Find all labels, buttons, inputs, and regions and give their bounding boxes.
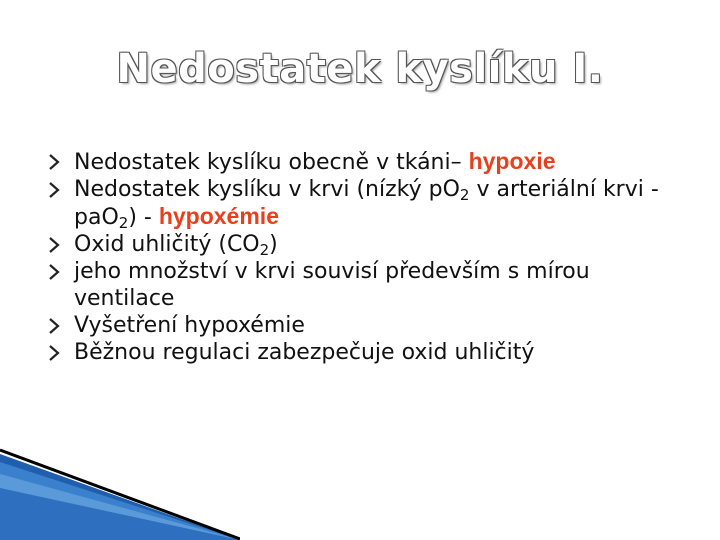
bullet-text: ) - (128, 205, 159, 230)
subscript: 2 (118, 214, 129, 232)
bullet-text: Vyšetření hypoxémie (74, 313, 305, 338)
bullet-text: jeho množství v krvi souvisí především s mírou ventilace (74, 259, 590, 311)
bullet-list (48, 148, 688, 366)
subscript: 2 (259, 241, 270, 259)
bullet-item (48, 148, 688, 176)
bullet-item (48, 231, 688, 258)
corner-decoration (0, 440, 240, 540)
highlight-term: hypoxémie (158, 203, 279, 229)
bullet-item (48, 339, 688, 366)
chevron-bullet-icon (48, 343, 62, 363)
bullet-text: ) (269, 232, 278, 257)
chevron-bullet-icon (48, 316, 62, 336)
subscript: 2 (459, 186, 470, 204)
chevron-bullet-icon (48, 235, 62, 255)
bullet-text: Nedostatek kyslíku obecně v tkáni– (74, 150, 469, 175)
chevron-bullet-icon (48, 262, 62, 282)
bullet-item (48, 176, 688, 231)
chevron-bullet-icon (48, 180, 62, 200)
bullet-item (48, 312, 688, 339)
chevron-bullet-icon (48, 152, 62, 172)
bullet-text: Běžnou regulaci zabezpečuje oxid uhličitý (74, 340, 535, 365)
bullet-text: Nedostatek kyslíku v krvi (nízký pO (74, 177, 460, 202)
bullet-item (48, 258, 688, 312)
slide-title: Nedostatek kyslíku I. (116, 46, 604, 92)
highlight-term: hypoxie (468, 148, 556, 174)
bullet-text: v arteriální krvi - paO (74, 177, 659, 230)
bullet-text: Oxid uhličitý (CO (74, 232, 260, 257)
